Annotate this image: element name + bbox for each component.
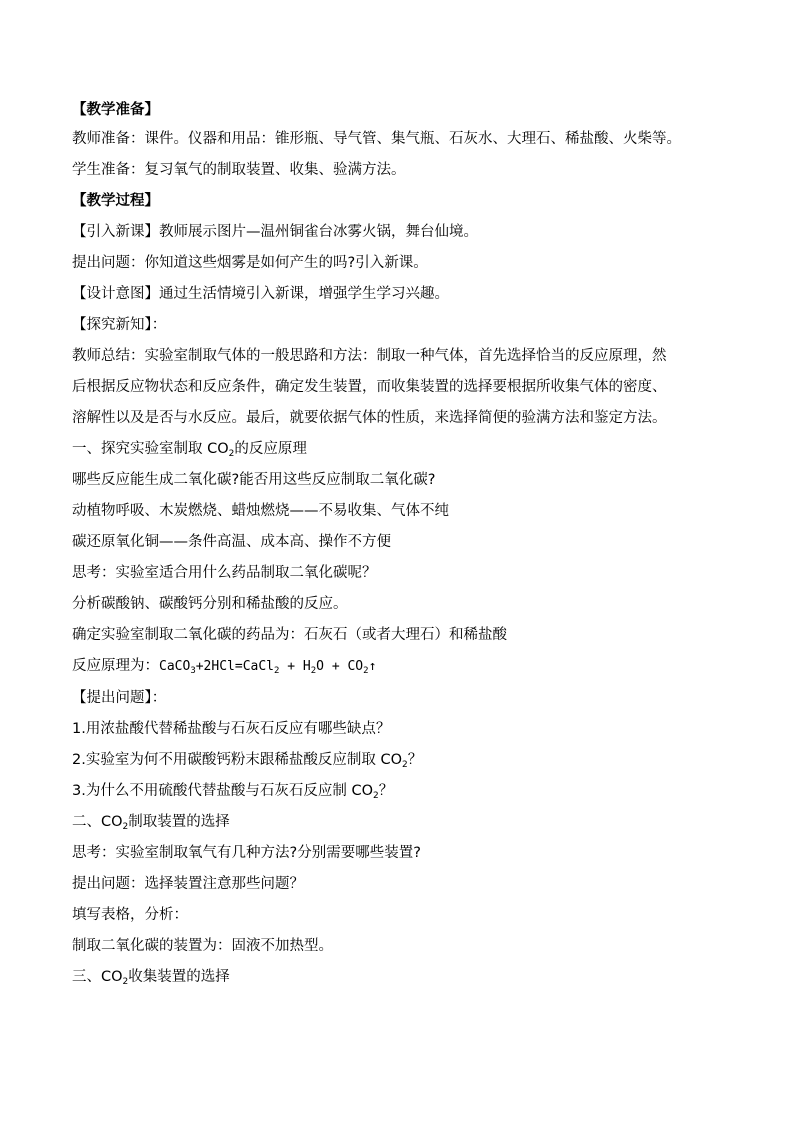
subscript: 2: [310, 666, 317, 676]
teaching-prep-heading: 【教学准备】: [72, 102, 159, 118]
raise-question-heading: 【提出问题】：: [72, 690, 167, 706]
subscript: 2: [274, 666, 280, 676]
subscript: 2: [122, 977, 129, 987]
explore-heading: 【探究新知】：: [72, 317, 167, 333]
equation-part: + H: [279, 659, 311, 674]
fill-table: 填写表格，分析：: [72, 907, 188, 923]
analyze-line: 分析碳酸钠、碳酸钙分别和稀盐酸的反应。: [72, 596, 348, 612]
section-2-title: [72, 812, 732, 832]
document-page: [72, 100, 732, 987]
section-1-prefix: 一、探究实验室制取 CO: [72, 441, 229, 457]
question-2-prefix: 2.实验室为何不用碳酸钙粉末跟稀盐酸反应制取 CO: [72, 752, 402, 768]
section-3-prefix: 三、CO: [72, 969, 123, 985]
determine-drugs: 确定实验室制取二氧化碳的药品为：石灰石（或者大理石）和稀盐酸: [72, 627, 507, 643]
intro-question: 提出问题：你知道这些烟雾是如何产生的吗?引入新课。: [72, 255, 428, 271]
question-3-suffix: ？: [378, 783, 394, 799]
carbon-reduction-line: 碳还原氧化铜——条件高温、成本高、操作不方便: [72, 534, 391, 550]
summary-line: 教师总结：实验室制取气体的一般思路和方法：制取一种气体，首先选择恰当的反应原理，然: [72, 348, 667, 364]
subscript: 2: [401, 760, 408, 770]
section-3-title: [72, 967, 732, 987]
device-conclusion: 制取二氧化碳的装置为：固液不加热型。: [72, 938, 333, 954]
subscript: 2: [372, 791, 379, 801]
section-2-prefix: 二、CO: [72, 814, 123, 830]
teacher-prep: 教师准备：课件。仪器和用品：锥形瓶、导气管、集气瓶、石灰水、大理石、稀盐酸、火柴等。: [72, 131, 681, 147]
reaction-principle: [72, 656, 732, 677]
subscript: 2: [228, 449, 235, 459]
intro-new-lesson: 【引入新课】教师展示图片—温州铜雀台冰雾火锅，舞台仙境。: [72, 224, 478, 240]
chemical-equation: [159, 659, 376, 674]
student-prep: 学生准备：复习氧气的制取装置、收集、验满方法。: [72, 162, 406, 178]
respiration-line: 动植物呼吸、木炭燃烧、蜡烛燃烧——不易收集、气体不纯: [72, 503, 449, 519]
summary-line: 溶解性以及是否与水反应。最后，就要依据气体的性质，来选择简便的验满方法和鉴定方法。: [72, 410, 667, 426]
reaction-principle-label: 反应原理为：: [72, 658, 159, 674]
equation-part: +2HCl=CaCl: [195, 659, 275, 674]
question-1: 1.用浓盐酸代替稀盐酸与石灰石反应有哪些缺点？: [72, 721, 391, 737]
question-2-suffix: ？: [407, 752, 423, 768]
question-2: [72, 750, 732, 770]
subscript: 2: [363, 666, 369, 676]
think-oxygen: 思考：实验室制取氧气有几种方法?分别需要哪些装置?: [72, 845, 421, 861]
think-drugs: 思考：实验室适合用什么药品制取二氧化碳呢？: [72, 565, 377, 581]
question-3-prefix: 3.为什么不用硫酸代替盐酸与石灰石反应制 CO: [72, 783, 373, 799]
question-3: [72, 781, 732, 801]
teaching-process-heading: 【教学过程】: [72, 193, 159, 209]
section-1-suffix: 的反应原理: [234, 441, 307, 457]
section-1-title: [72, 439, 732, 459]
equation-part: CaCO: [159, 659, 191, 674]
teacher-summary: [72, 346, 732, 428]
which-reactions: 哪些反应能生成二氧化碳?能否用这些反应制取二氧化碳?: [72, 472, 436, 488]
summary-line: 后根据反应物状态和反应条件，确定发生装置，而收集装置的选择要根据所收集气体的密度、: [72, 379, 667, 395]
subscript: 3: [190, 666, 196, 676]
design-intent: 【设计意图】通过生活情境引入新课，增强学生学习兴趣。: [72, 286, 449, 302]
section-2-suffix: 制取装置的选择: [128, 814, 230, 830]
equation-part: O + CO: [316, 659, 364, 674]
subscript: 2: [122, 822, 129, 832]
question-device: 提出问题：选择装置注意那些问题？: [72, 876, 304, 892]
section-3-suffix: 收集装置的选择: [128, 969, 230, 985]
up-arrow: ↑: [368, 659, 377, 674]
